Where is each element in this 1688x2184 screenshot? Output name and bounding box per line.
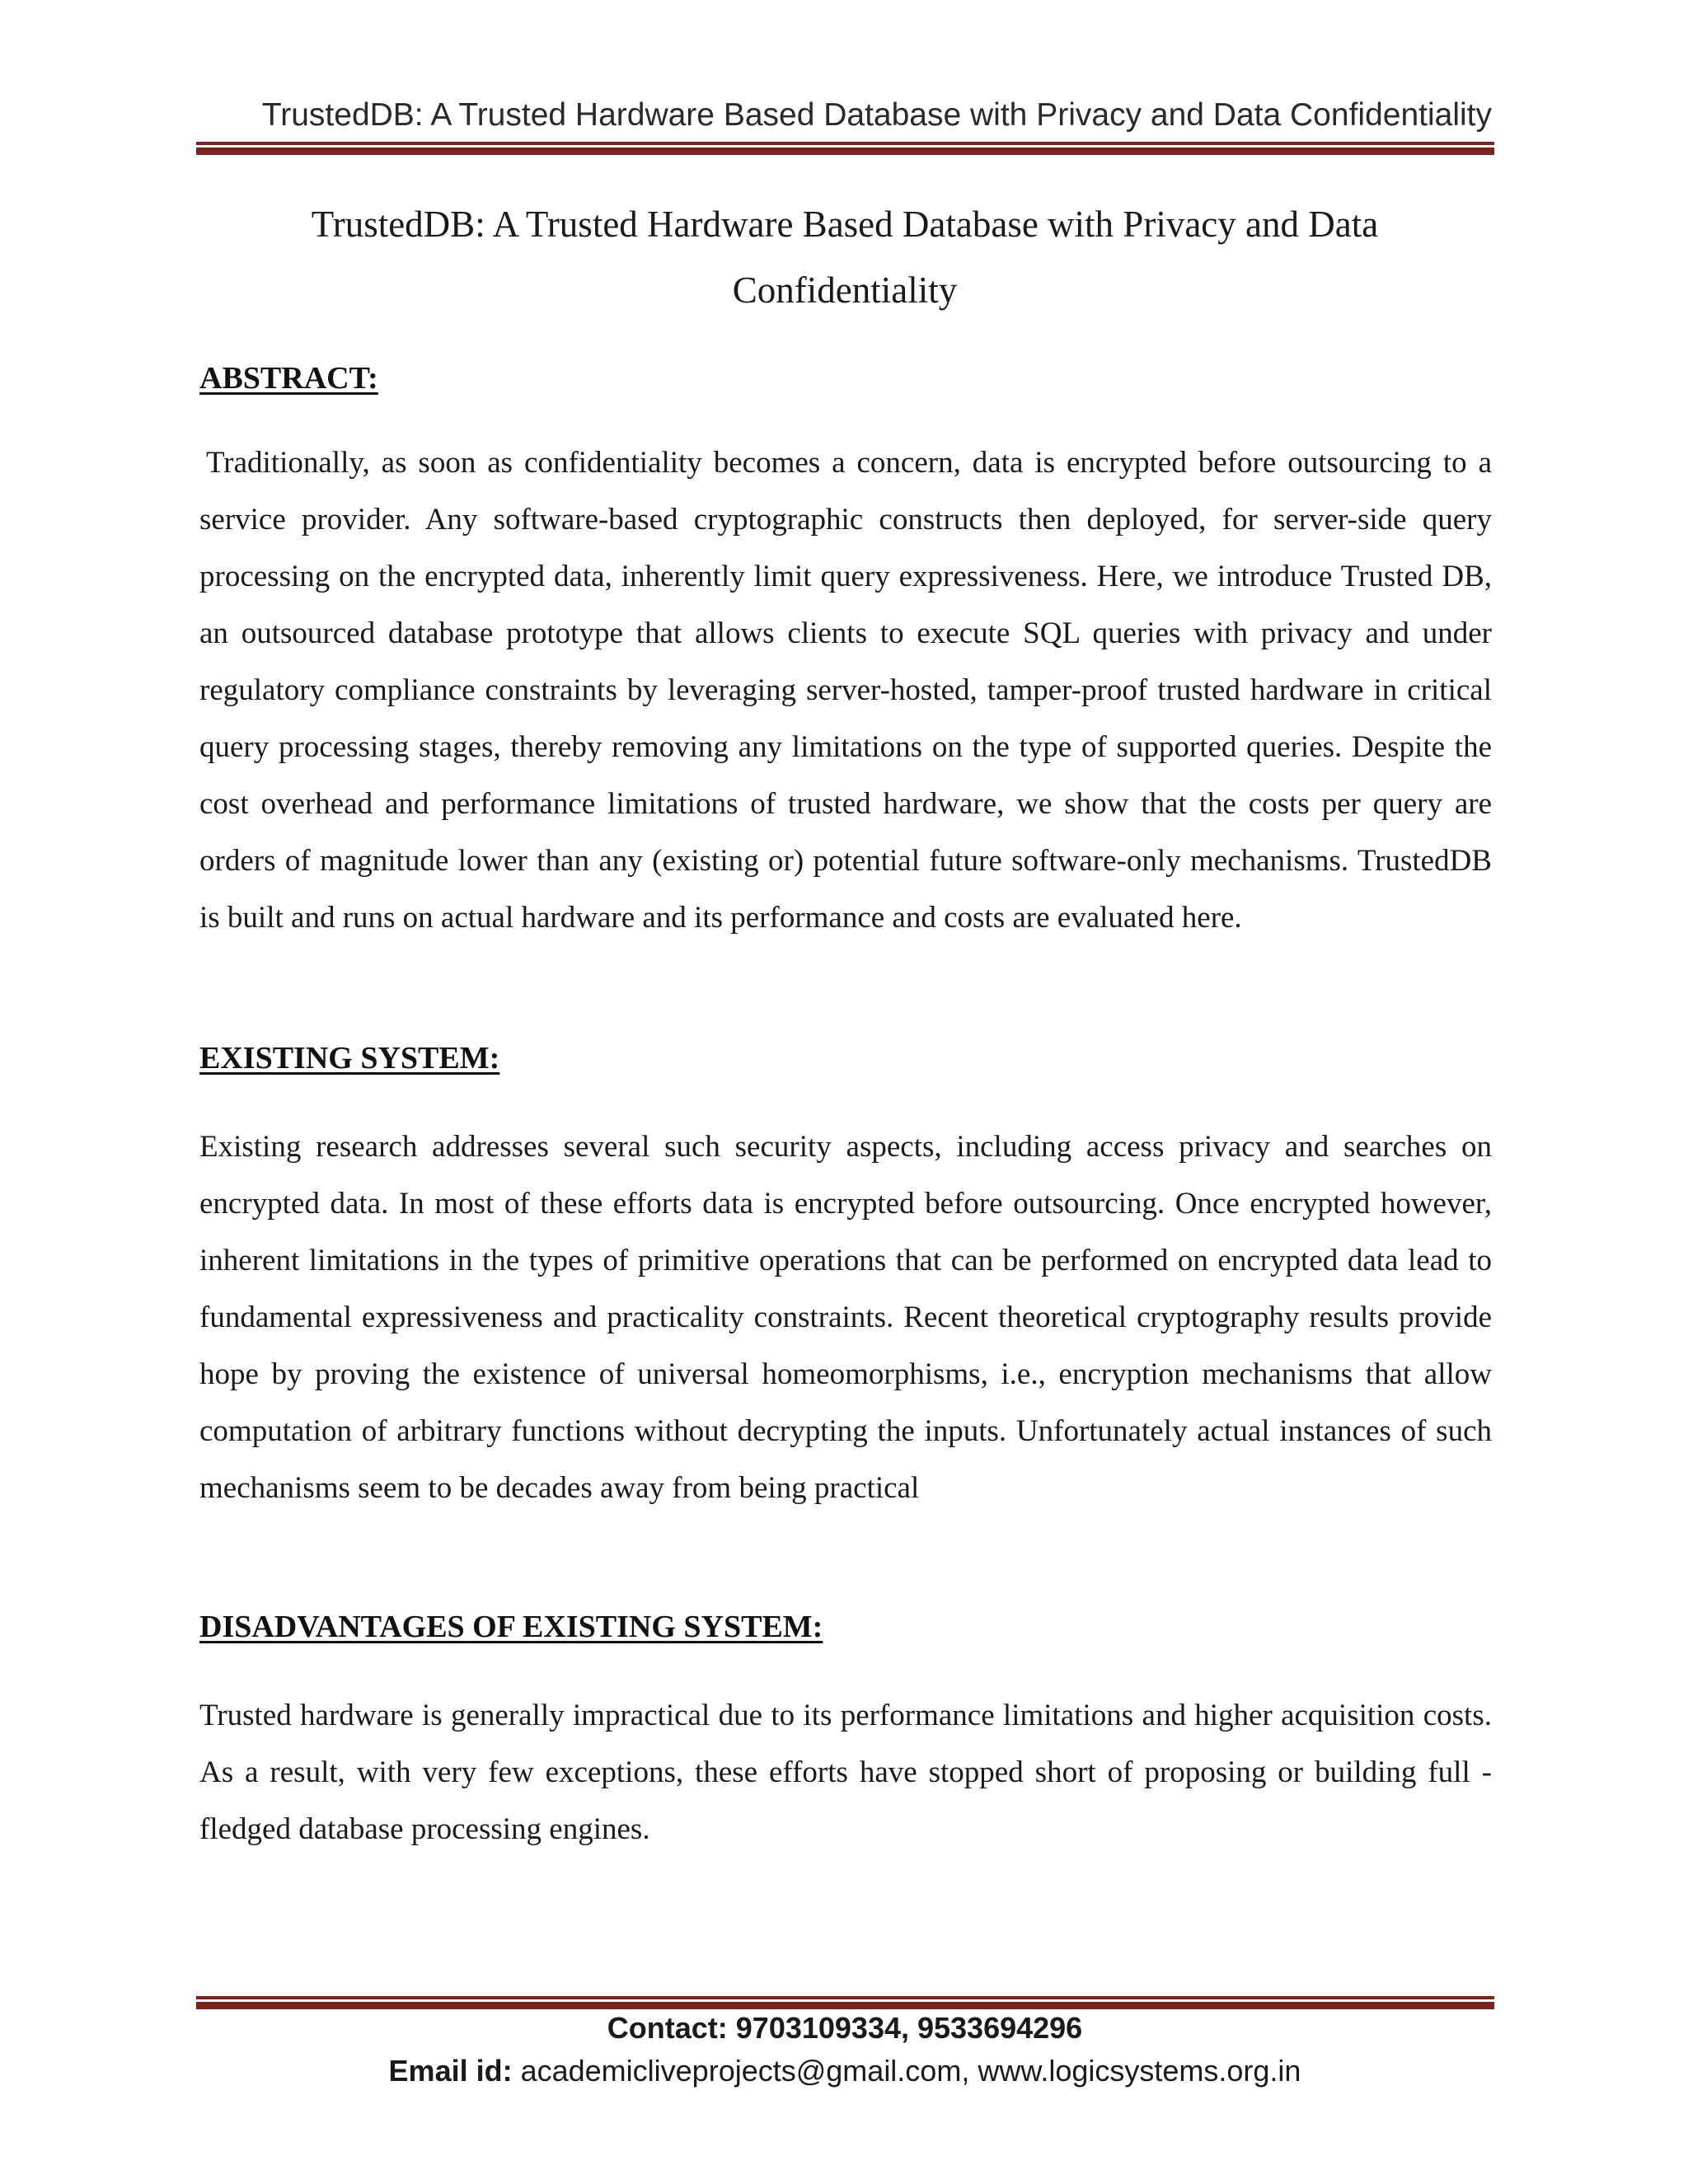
running-header-title: TrustedDB: A Trusted Hardware Based Database with Privacy and Data Confidentiality: [261, 97, 1492, 133]
abstract-paragraph: Traditionally, as soon as confidentiality becomes a concern, data is encrypted before outsourcing to a service provider. Any software-based cryptographic constructs then deployed, for server-side query processing on the encrypted data, inherently limit query expressiveness. Here, we introduce Trusted DB, an outsourced database prototype that allows clients to execute SQL queries with privacy and under regulatory compliance constraints by leveraging server-hosted, tamper-proof trusted hardware in critical query processing stages, thereby removing any limitations on the type of supported queries. Despite the cost overhead and performance limitations of trusted hardware, we show that the costs per query are orders of magnitude lower than any (existing or) potential future software-only mechanisms. TrustedDB is built and runs on actual hardware and its performance and costs are evaluated here.: [199, 446, 1492, 935]
document-title-line-2: Confidentiality: [732, 269, 958, 311]
header-rule-thin: [196, 142, 1494, 145]
footer-rule-thin: [196, 1996, 1494, 1999]
existing-system-paragraph: Existing research addresses several such security aspects, including access privacy and searches on encrypted data. In most of these efforts data is encrypted before outsourcing. Once encrypted however, inherent limitations in the types of primitive operations that can be performed on encrypted data lead to fundamental expressiveness and practicality constraints. Recent theoretical cryptography results provide hope by proving the existence of universal homeomorphisms, i.e., encryption mechanisms that allow computation of arbitrary functions without decrypting the inputs. Unfortunately actual instances of such mechanisms seem to be decades away from being practical: [199, 1130, 1492, 1505]
disadvantages-paragraph: Trusted hardware is generally impractical due to its performance limitations and higher acquisition costs. As a result, with very few exceptions, these efforts have stopped short of proposing or building full - fledged database processing engines.: [199, 1699, 1492, 1846]
footer-email-label: Email id:: [388, 2054, 513, 2088]
disadvantages-heading: DISADVANTAGES OF EXISTING SYSTEM:: [199, 1610, 823, 1644]
footer-contact-numbers: Contact: 9703109334, 9533694296: [607, 2011, 1083, 2045]
document-title-line-1: TrustedDB: A Trusted Hardware Based Database with Privacy and Data: [311, 204, 1379, 245]
existing-system-heading: EXISTING SYSTEM:: [199, 1041, 500, 1076]
header-rule-thick: [196, 148, 1494, 155]
abstract-heading: ABSTRACT:: [199, 361, 378, 396]
footer-rule-thick: [196, 2002, 1494, 2009]
footer-email-value: academicliveprojects@gmail.com, www.logicsystems.org.in: [520, 2054, 1301, 2088]
footer-email-line: [198, 2054, 1492, 2088]
document-title: [198, 191, 1492, 323]
